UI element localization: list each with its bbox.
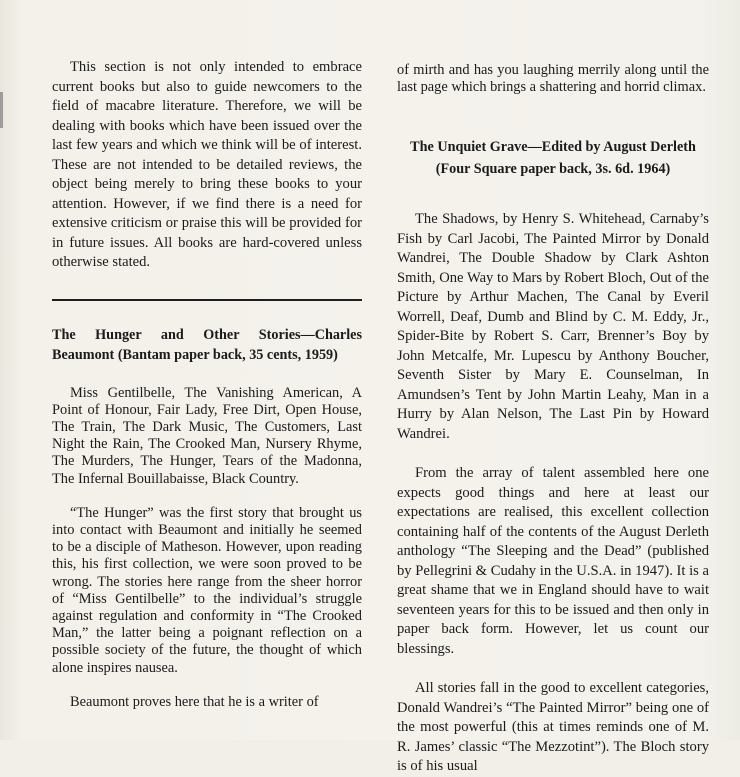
review-heading-unquiet-grave: The Unquiet Grave—Edited by August Derleth bbox=[410, 139, 696, 156]
review-paragraph-unquiet-grave-1: From the array of talent assembled here one expects good things and here at least our expectations are realised, this excellent collection containing half of the contents of the August Derleth anthology “The Sleeping and the Dead” (published by Pellegrini & Cudahy in the U.S.A. in 1947). It is a great shame that we in England should have to wait seventeen years for this to be issued and then only in paper back form. However, let us count our blessings. bbox=[397, 465, 709, 657]
review-paragraph-hunger-1: “The Hunger” was the first story that brought us into contact with Beaumont and initially he seemed to be a disciple of Matheson. However, upon reading this, his first collection, we were soon proved to be wrong. The stories here range from the sheer horror of “Miss Gentilbelle” to the individual’s struggle against regulation and conformity in “The Crooked Man,” the latter being a poignant reflection on a possible society of the future, the thought of which alone inspires nausea. bbox=[52, 504, 362, 676]
review-contents-unquiet-grave: The Shadows, by Henry S. Whitehead, Carnaby’s Fish by Carl Jacobi, The Painted Mirror by Donald Wandrei, The Double Shadow by Clark Ashton Smith, One Way to Mars by Robert Bloch, Out of the Picture by Arthur Machen, The Canal by Everil Worrell, Deaf, Dumb and Blind by C. M. Eddy, Jr., Spider-Bite by Robert S. Carr, Brenner’s Boy by John Metcalfe, Mr. Lupescu by Anthony Boucher, Seventh Sister by Mary E. Counselman, In Amundsen’s Tent by John Martin Leahy, Man in a Hurry by Alan Nelson, The Last Pin by Howard Wandrei. bbox=[397, 211, 709, 442]
right-column bbox=[397, 62, 709, 777]
binding-mark bbox=[0, 92, 3, 128]
review-paragraph-hunger-2-start: Beaumont proves here that he is a writer of bbox=[70, 693, 319, 710]
review-heading-hunger: The Hunger and Other Stories—Charles Beaumont (Bantam paper back, 35 cents, 1959) bbox=[52, 326, 362, 363]
review-contents-hunger: Miss Gentilbelle, The Vanishing American, A Point of Honour, Fair Lady, Free Dirt, Open House, The Train, The Dark Music, The Customers, Last Night the Rain, The Crooked Man, Nursery Rhyme, The Murders, The Hunger, Tears of the Madonna, The Infernal Bouillabaisse, Black Country. bbox=[52, 384, 362, 487]
intro-paragraph: This section is not only intended to embrace current books but also to guide newcomers to the field of macabre literature. Therefore, we will be dealing with books which have been issued over the last few years and which we think will be of interest. These are not intended to be detailed reviews, the object being merely to bring these books to your attention. However, if we find there is a need for extensive criticism or praise this will be provided for in future issues. All books are hard-covered unless otherwise stated. bbox=[52, 59, 362, 270]
review-heading-unquiet-grave-publisher: (Four Square paper back, 3s. 6d. 1964) bbox=[435, 161, 671, 178]
section-divider bbox=[52, 299, 362, 301]
left-column bbox=[52, 58, 362, 711]
review-paragraph-hunger-2-end: of mirth and has you laughing merrily along until the last page which brings a shattering and horrid climax. bbox=[397, 62, 709, 96]
review-paragraph-unquiet-grave-2: All stories fall in the good to excellent categories, Donald Wandrei’s “The Painted Mirror” being one of the most powerful (this at times reminds one of M. R. James’ classic “The Mezzotint”). The Bloch story is of his usual bbox=[397, 680, 709, 775]
